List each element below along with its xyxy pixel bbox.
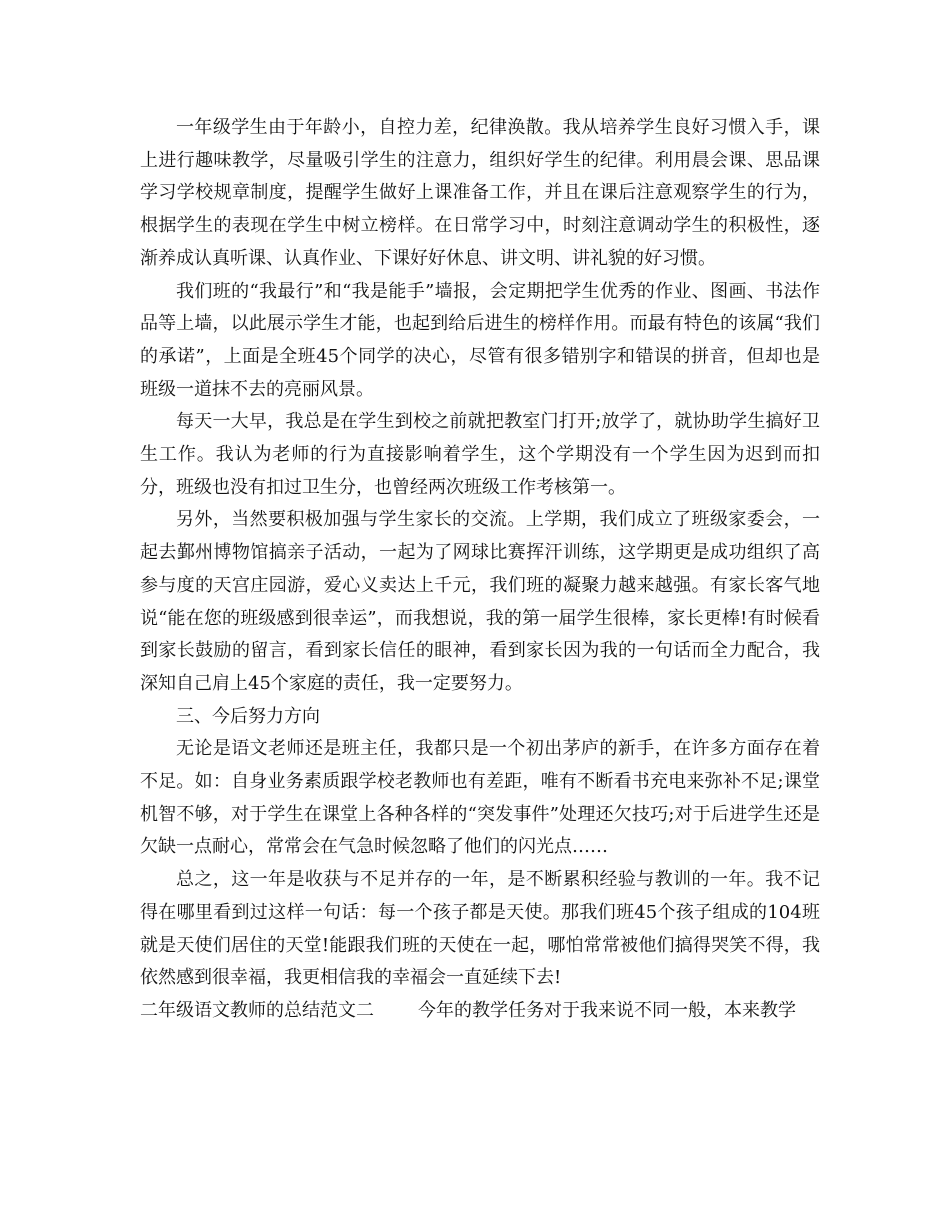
paragraph-class-discipline: 一年级学生由于年龄小，自控力差，纪律涣散。我从培养学生良好习惯入手，课上进行趣味教学，尽量吸引学生的注意力，组织好学生的纪律。利用晨会课、思品课学习学校规章制度，提醒学生做好上课准备工作，并且在课后注意观察学生的行为，根据学生的表现在学生中树立榜样。在日常学习中，时刻注意调动学生的积极性，逐渐养成认真听课、认真作业、下课好好休息、讲文明、讲礼貌的好习惯。 — [140, 117, 820, 269]
paragraph-parent-communication: 另外，当然要积极加强与学生家长的交流。上学期，我们成立了班级家委会，一起去鄞州博物馆搞亲子活动，一起为了网球比赛挥汗训练，这学期更是成功组织了高参与度的天宫庄园游，爱心义卖达上千元，我们班的凝聚力越来越强。有家长客气地说“能在您的班级感到很幸运”，而我想说，我的第一届学生很棒，家长更棒!有时候看到家长鼓励的留言，看到家长信任的眼神，看到家长因为我的一句话而全力配合，我深知自己肩上45个家庭的责任，我一定要努力。 — [140, 509, 820, 694]
next-article-heading: 二年级语文教师的总结范文二 — [140, 999, 374, 1021]
next-article-line — [140, 995, 820, 1028]
document-body — [140, 112, 820, 1028]
paragraph-wall-newspaper: 我们班的“我最行”和“我是能手”墙报，会定期把学生优秀的作业、图画、书法作品等上墙，以此展示学生才能，也起到给后进生的榜样作用。而最有特色的该属“我们的承诺”，上面是全班45个同学的决心，尽管有很多错别字和错误的拼音，但却也是班级一道抹不去的亮丽风景。 — [140, 280, 820, 400]
next-article-text: 今年的教学任务对于我来说不同一般，本来教学 — [418, 999, 796, 1021]
section-heading-future-direction: 三、今后努力方向 — [176, 705, 320, 727]
paragraph-shortcomings: 无论是语文老师还是班主任，我都只是一个初出茅庐的新手，在许多方面存在着不足。如：自身业务素质跟学校老教师也有差距，唯有不断看书充电来弥补不足;课堂机智不够，对于学生在课堂上各种各样的“突发事件”处理还欠技巧;对于后进学生还是欠缺一点耐心，常常会在气急时候忽略了他们的闪光点…… — [140, 738, 820, 858]
paragraph-daily-routine: 每天一大早，我总是在学生到校之前就把教室门打开;放学了，就协助学生搞好卫生工作。我认为老师的行为直接影响着学生，这个学期没有一个学生因为迟到而扣分，班级也没有扣过卫生分，也曾经两次班级工作考核第一。 — [140, 411, 820, 498]
paragraph-conclusion: 总之，这一年是收获与不足并存的一年，是不断累积经验与教训的一年。我不记得在哪里看到过这样一句话：每一个孩子都是天使。那我们班45个孩子组成的104班就是天使们居住的天堂!能跟我们班的天使在一起，哪怕常常被他们搞得哭笑不得，我依然感到很幸福，我更相信我的幸福会一直延续下去! — [140, 869, 820, 989]
